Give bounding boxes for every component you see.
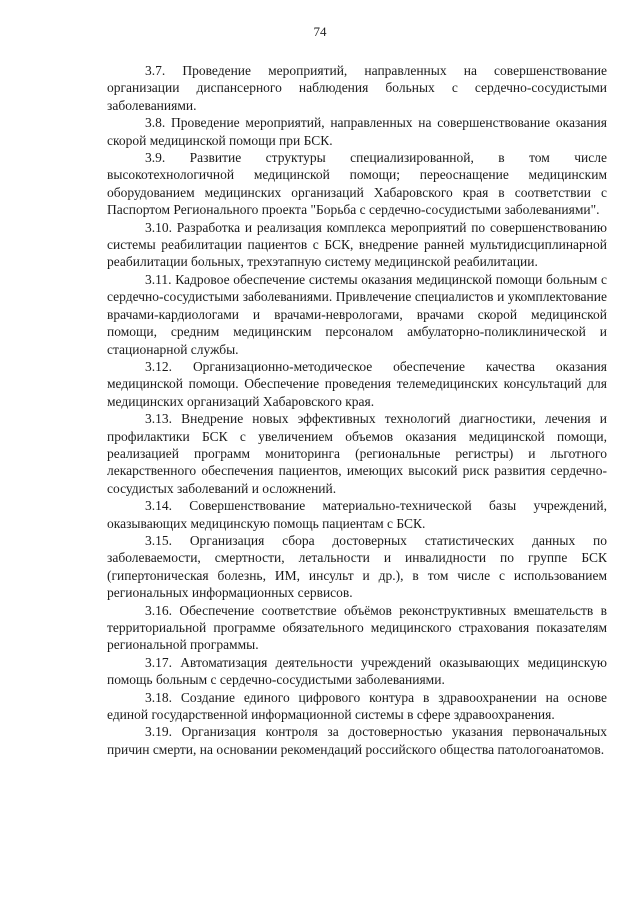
page-number: 74 <box>313 24 327 39</box>
paragraph-3-9 <box>107 149 607 219</box>
paragraph-number: 3.8. <box>145 115 166 131</box>
paragraph-3-19 <box>107 723 607 758</box>
paragraph-number: 3.19. <box>145 724 172 740</box>
paragraph-number: 3.16. <box>145 602 172 618</box>
paragraph-text: Автоматизация деятельности учреждений оказывающих медицинскую помощь больным с сердечно-сосудистыми заболеваниями. <box>107 654 608 688</box>
paragraph-text: Организация сбора достоверных статистических данных по заболеваемости, смертности, летальности и инвалидности по группе БСК (гипертоническая болезнь, ИМ, инсульт и др.), в том числе с использованием региональных информационных сервисов. <box>107 532 608 601</box>
paragraph-number: 3.14. <box>145 498 172 514</box>
paragraph-3-11 <box>107 271 607 358</box>
paragraph-3-10 <box>107 219 607 271</box>
paragraph-text: Совершенствование материально-технической базы учреждений, оказывающих медицинскую помощь пациентам с БСК. <box>107 498 608 531</box>
paragraph-number: 3.12. <box>145 358 172 374</box>
paragraph-number: 3.17. <box>145 654 172 670</box>
paragraph-text: Кадровое обеспечение системы оказания медицинской помощи больным с сердечно-сосудистыми заболеваниями. Привлечение специалистов и укомплектование врачами-кардиологами и врачами-неврологами, врачами скорой медицинской помощи, средним медицинским персоналом амбулаторно-поликлинической и стационарной службы. <box>107 271 607 357</box>
paragraph-3-12 <box>107 358 607 410</box>
paragraph-text: Развитие структуры специализированной, в том числе высокотехнологичной медицинской помощи; переоснащение медицинским оборудованием медицинских организаций Хабаровского края в соответствии с Паспортом Регионального проекта "Борьба с сердечно-сосудистыми заболеваниями". <box>107 150 607 218</box>
paragraph-text: Обеспечение соответствие объёмов реконструктивных вмешательств в территориальной программе обязательного медицинского страхования показателям региональной программы. <box>107 602 607 653</box>
paragraph-number: 3.7. <box>145 63 166 78</box>
paragraph-text: Внедрение новых эффективных технологий диагностики, лечения и профилактики БСК с увеличением объемов оказания медицинской помощи, реализацией программ мониторинга (региональные регистры) и льготного лекарственного обеспечения пациентов, имеющих высокий риск развития сердечно-сосудистых заболеваний и осложнений. <box>107 411 608 496</box>
paragraph-number: 3.15. <box>145 532 172 548</box>
paragraph-text: Разработка и реализация комплекса мероприятий по совершенствованию системы реабилитации пациентов с БСК, внедрение ранней мультидисциплинарной реабилитации больных, трехэтапную систему медицинской реабилитации. <box>107 219 607 270</box>
paragraph-text: Проведение мероприятий, направленных на совершенствование оказания скорой медицинской помощи при БСК. <box>107 115 607 148</box>
paragraph-3-18 <box>107 689 607 724</box>
paragraph-3-7 <box>107 62 607 114</box>
paragraph-number: 3.9. <box>145 150 166 166</box>
paragraph-3-16 <box>107 602 607 654</box>
paragraph-number: 3.13. <box>145 411 172 427</box>
paragraph-text: Организация контроля за достоверностью указания первоначальных причин смерти, на основании рекомендаций российского общества патологоанатомов. <box>107 724 607 757</box>
document-body <box>107 62 607 758</box>
paragraph-number: 3.18. <box>145 689 172 705</box>
paragraph-text: Создание единого цифрового контура в здравоохранении на основе единой государственной информационной системы в сфере здравоохранения. <box>107 689 607 723</box>
paragraph-3-17 <box>107 654 607 689</box>
paragraph-3-8 <box>107 114 607 149</box>
paragraph-number: 3.11. <box>145 271 172 287</box>
paragraph-text: Проведение мероприятий, направленных на совершенствование организации диспансерного наблюдения больных с сердечно-сосудистыми заболеваниями. <box>107 63 607 113</box>
paragraph-3-14 <box>107 497 607 532</box>
paragraph-text: Организационно-методическое обеспечение качества оказания медицинской помощи. Обеспечение проведения телемедицинских консультаций для медицинских организаций Хабаровского края. <box>107 358 607 409</box>
paragraph-3-15 <box>107 532 607 602</box>
paragraph-number: 3.10. <box>145 219 172 235</box>
paragraph-3-13 <box>107 410 607 497</box>
